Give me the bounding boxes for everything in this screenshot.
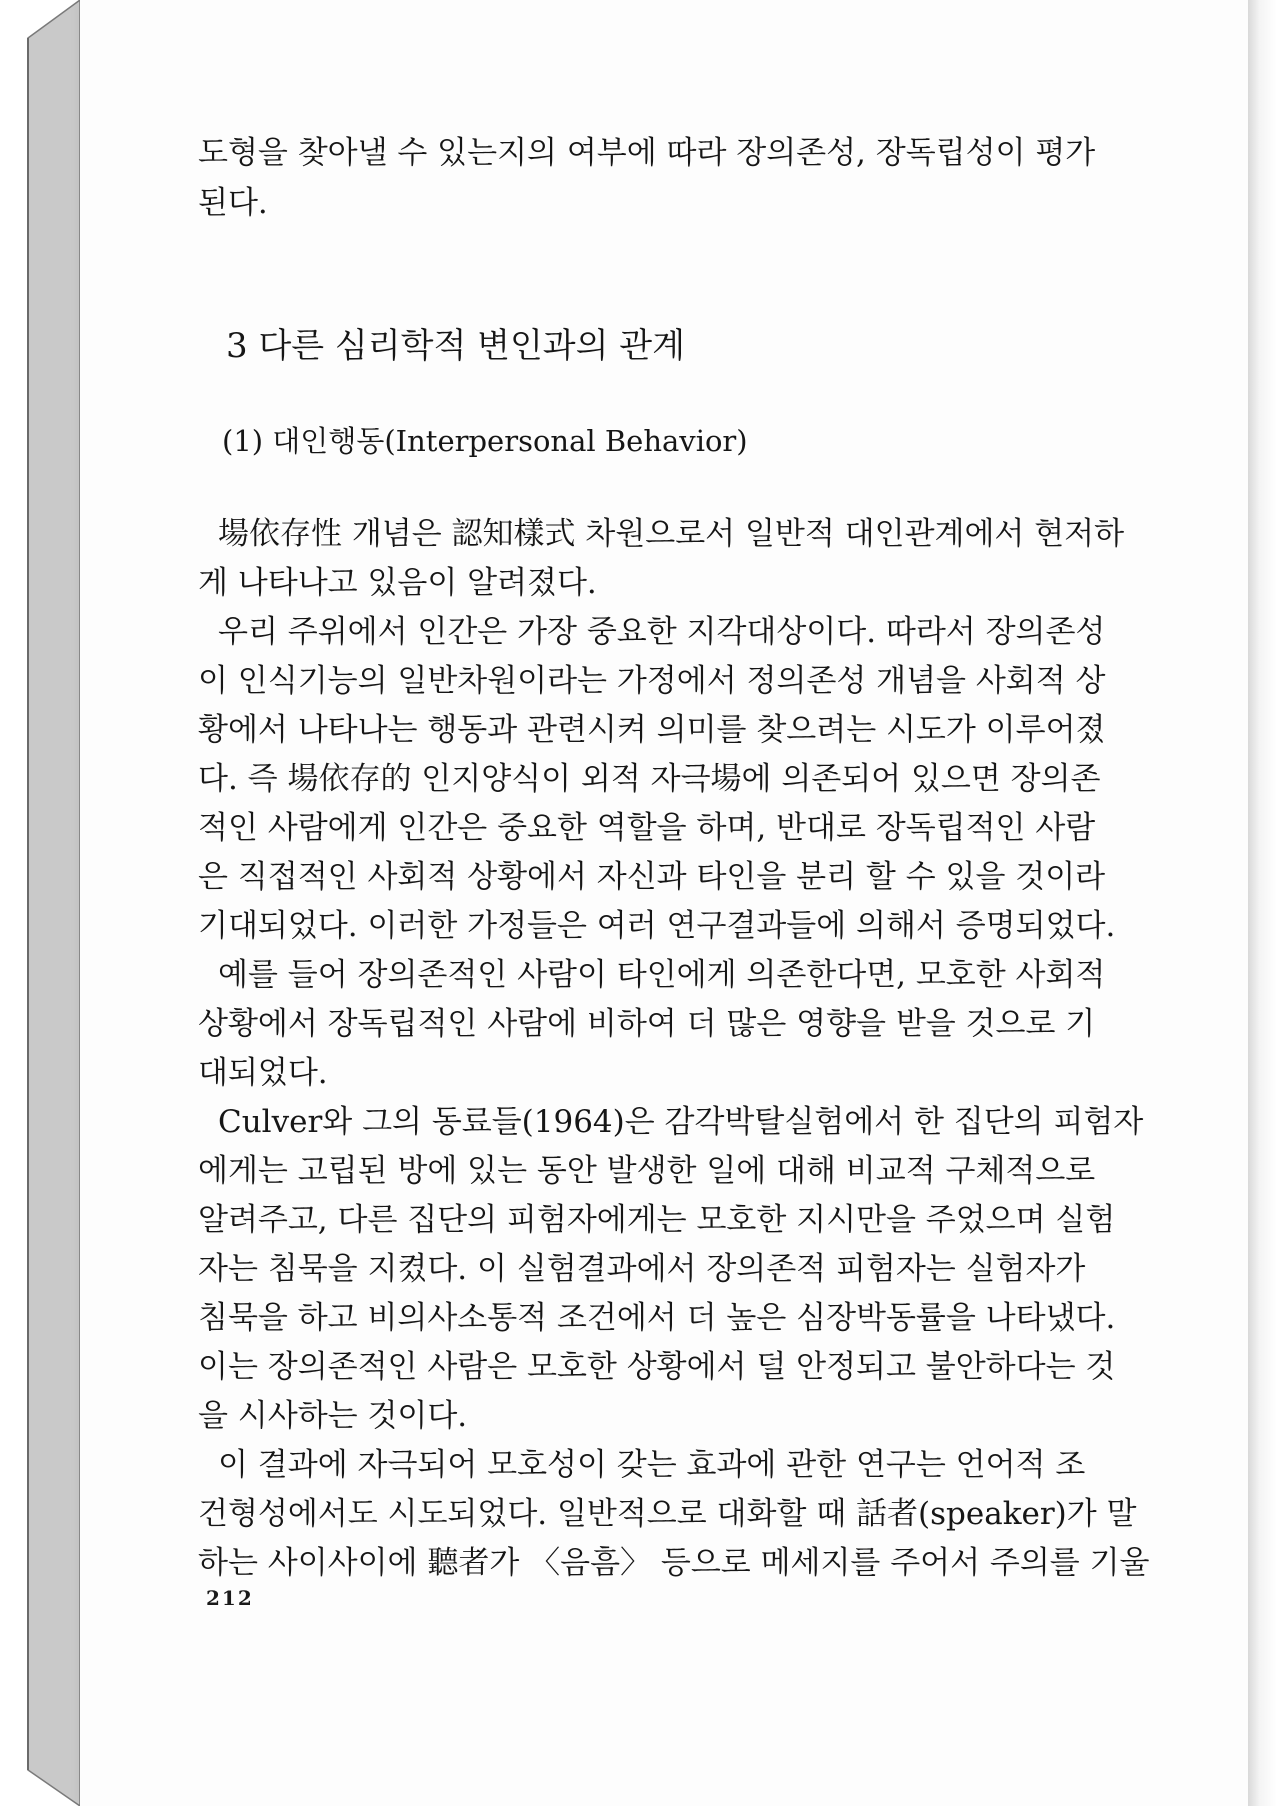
body-line: 적인 사람에게 인간은 중요한 역할을 하며, 반대로 장독립적인 사람 <box>198 810 1096 846</box>
body-line: 이 인식기능의 일반차원이라는 가정에서 정의존성 개념을 사회적 상 <box>198 663 1106 699</box>
body-line: 대되었다. <box>198 1055 328 1091</box>
body-line: 이 결과에 자극되어 모호성이 갖는 효과에 관한 연구는 언어적 조 <box>218 1447 1086 1483</box>
body-line: 알려주고, 다른 집단의 피험자에게는 모호한 지시만을 주었으며 실험 <box>198 1202 1116 1238</box>
body-line: 기대되었다. 이러한 가정들은 여러 연구결과들에 의해서 증명되었다. <box>198 908 1116 944</box>
intro-line-2: 된다. <box>198 185 268 221</box>
body-line: 침묵을 하고 비의사소통적 조건에서 더 높은 심장박동률을 나타냈다. <box>198 1300 1116 1336</box>
body-line: 은 직접적인 사회적 상황에서 자신과 타인을 분리 할 수 있을 것이라 <box>198 859 1106 895</box>
body-line: 예를 들어 장의존적인 사람이 타인에게 의존한다면, 모호한 사회적 <box>218 957 1106 993</box>
body-line: 다. 즉 場依存的 인지양식이 외적 자극場에 의존되어 있으면 장의존 <box>198 761 1101 797</box>
body-line: 에게는 고립된 방에 있는 동안 발생한 일에 대해 비교적 구체적으로 <box>198 1153 1096 1189</box>
body-line: Culver와 그의 동료들(1964)은 감각박탈실험에서 한 집단의 피험자 <box>218 1104 1144 1140</box>
body-line: 자는 침묵을 지켰다. 이 실험결과에서 장의존적 피험자는 실험자가 <box>198 1251 1086 1287</box>
body-line: 을 시사하는 것이다. <box>198 1398 468 1434</box>
body-line: 하는 사이사이에 聽者가 〈음흠〉 등으로 메세지를 주어서 주의를 기울 <box>198 1545 1150 1581</box>
page-edge-shadow <box>1248 0 1277 1806</box>
body-text <box>198 510 1150 1588</box>
intro-paragraph <box>198 128 1096 228</box>
body-line: 게 나타나고 있음이 알려졌다. <box>198 565 597 601</box>
body-line: 상황에서 장독립적인 사람에 비하여 더 많은 영향을 받을 것으로 기 <box>198 1006 1096 1042</box>
body-line: 황에서 나타나는 행동과 관련시켜 의미를 찾으려는 시도가 이루어졌 <box>198 712 1106 748</box>
subsection-heading: (1) 대인행동(Interpersonal Behavior) <box>222 424 748 458</box>
body-line: 우리 주위에서 인간은 가장 중요한 지각대상이다. 따라서 장의존성 <box>218 614 1106 650</box>
intro-line-1: 도형을 찾아낼 수 있는지의 여부에 따라 장의존성, 장독립성이 평가 <box>198 135 1096 171</box>
body-line: 이는 장의존적인 사람은 모호한 상황에서 덜 안정되고 불안하다는 것 <box>198 1349 1116 1385</box>
page-number: 212 <box>206 1586 254 1610</box>
body-line: 건형성에서도 시도되었다. 일반적으로 대화할 때 話者(speaker)가 말 <box>198 1496 1137 1532</box>
body-line: 場依存性 개념은 認知樣式 차원으로서 일반적 대인관계에서 현저하 <box>218 516 1125 552</box>
section-heading: 3 다른 심리학적 변인과의 관계 <box>226 326 685 366</box>
